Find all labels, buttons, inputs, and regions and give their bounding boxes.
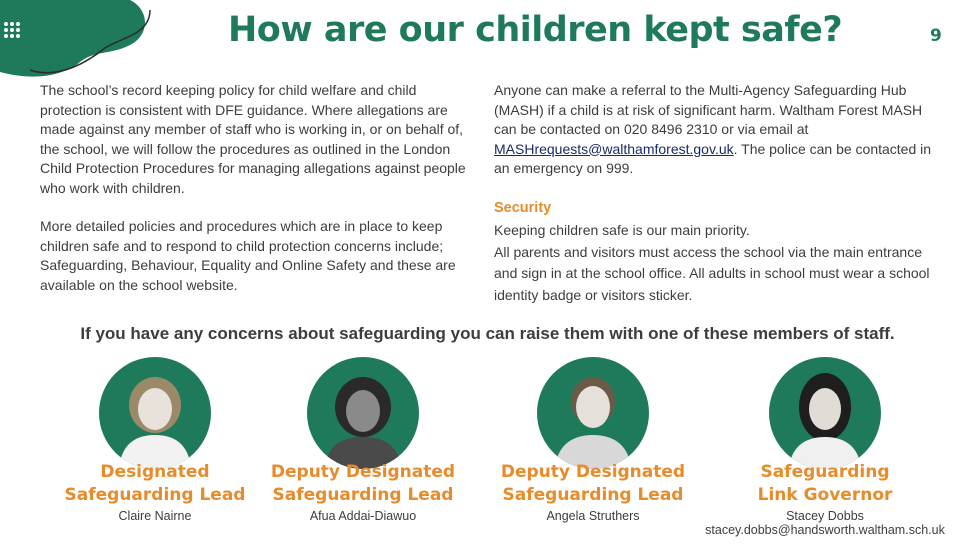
security-line-1: Keeping children safe is our main priority.: [494, 222, 750, 238]
role-line-2: Safeguarding Lead: [272, 485, 454, 505]
mash-after-text: . The police can be contacted in an emergency on 999.: [494, 140, 932, 176]
staff-role: [488, 461, 698, 507]
staff-photo: [307, 357, 419, 469]
staff-name: Afua Addai-Diawuo: [309, 509, 417, 523]
role-line-2: Safeguarding Lead: [502, 485, 684, 505]
staff-name: Stacey Dobbs: [786, 509, 864, 523]
staff-photo: [99, 357, 211, 469]
corner-decoration: [0, 0, 160, 80]
mash-text: Anyone can make a referral to the Multi-Agency Safeguarding Hub (MASH) if a child is at risk of significant harm. Waltham Forest MASH can be contacted on 020 8496 2310 or via email at: [494, 82, 923, 137]
right-column: [494, 81, 944, 306]
role-line-1: Safeguarding: [760, 462, 890, 482]
staff-card: [258, 357, 468, 523]
staff-name: Angela Struthers: [546, 509, 640, 523]
role-line-2: Safeguarding Lead: [64, 485, 246, 505]
page-number: 9: [930, 26, 942, 46]
security-heading: Security: [494, 199, 552, 216]
concerns-statement: If you have any concerns about safeguarding you can raise them with one of these members of staff.: [80, 324, 895, 343]
staff-card: [488, 357, 698, 523]
staff-photo: [769, 357, 881, 469]
staff-name: Claire Nairne: [118, 509, 192, 523]
left-column: [40, 81, 480, 295]
role-line-1: Designated: [100, 462, 210, 482]
dots-pattern-icon: [4, 22, 20, 38]
staff-card: [705, 357, 945, 537]
mash-email-link[interactable]: MASHrequests@walthamforest.gov.uk: [494, 140, 734, 157]
staff-card: [50, 357, 260, 523]
person-icon: [307, 357, 419, 469]
person-icon: [537, 357, 649, 469]
policies-paragraph: More detailed policies and procedures which are in place to keep children safe and to respond to child protection concerns include; Safeguarding, Behaviour, Equality and Online Safety and these are available on the school website.: [40, 218, 456, 293]
staff-role: [720, 461, 930, 507]
mash-paragraph: [494, 81, 944, 179]
staff-email[interactable]: stacey.dobbs@handsworth.waltham.sch.uk: [705, 523, 945, 537]
staff-role: [258, 461, 468, 507]
role-line-1: Deputy Designated: [270, 462, 456, 482]
staff-photo: [537, 357, 649, 469]
person-icon: [99, 357, 211, 469]
page-title: How are our children kept safe?: [228, 10, 843, 50]
person-icon: [769, 357, 881, 469]
record-keeping-paragraph: The school’s record keeping policy for child welfare and child protection is consistent with DFE guidance. Where allegations are made against any member of staff who is working in, or on behalf of, the school, we will follow the procedures as outlined in the London Child Protection Procedures for managing allegations against people who work with children.: [40, 82, 466, 196]
security-line-2: All parents and visitors must access the school via the main entrance and sign in at the school office. All adults in school must wear a school identity badge or visitors sticker.: [494, 243, 930, 303]
role-line-2: Link Governor: [757, 485, 893, 505]
staff-role: [50, 461, 260, 507]
role-line-1: Deputy Designated: [500, 462, 686, 482]
